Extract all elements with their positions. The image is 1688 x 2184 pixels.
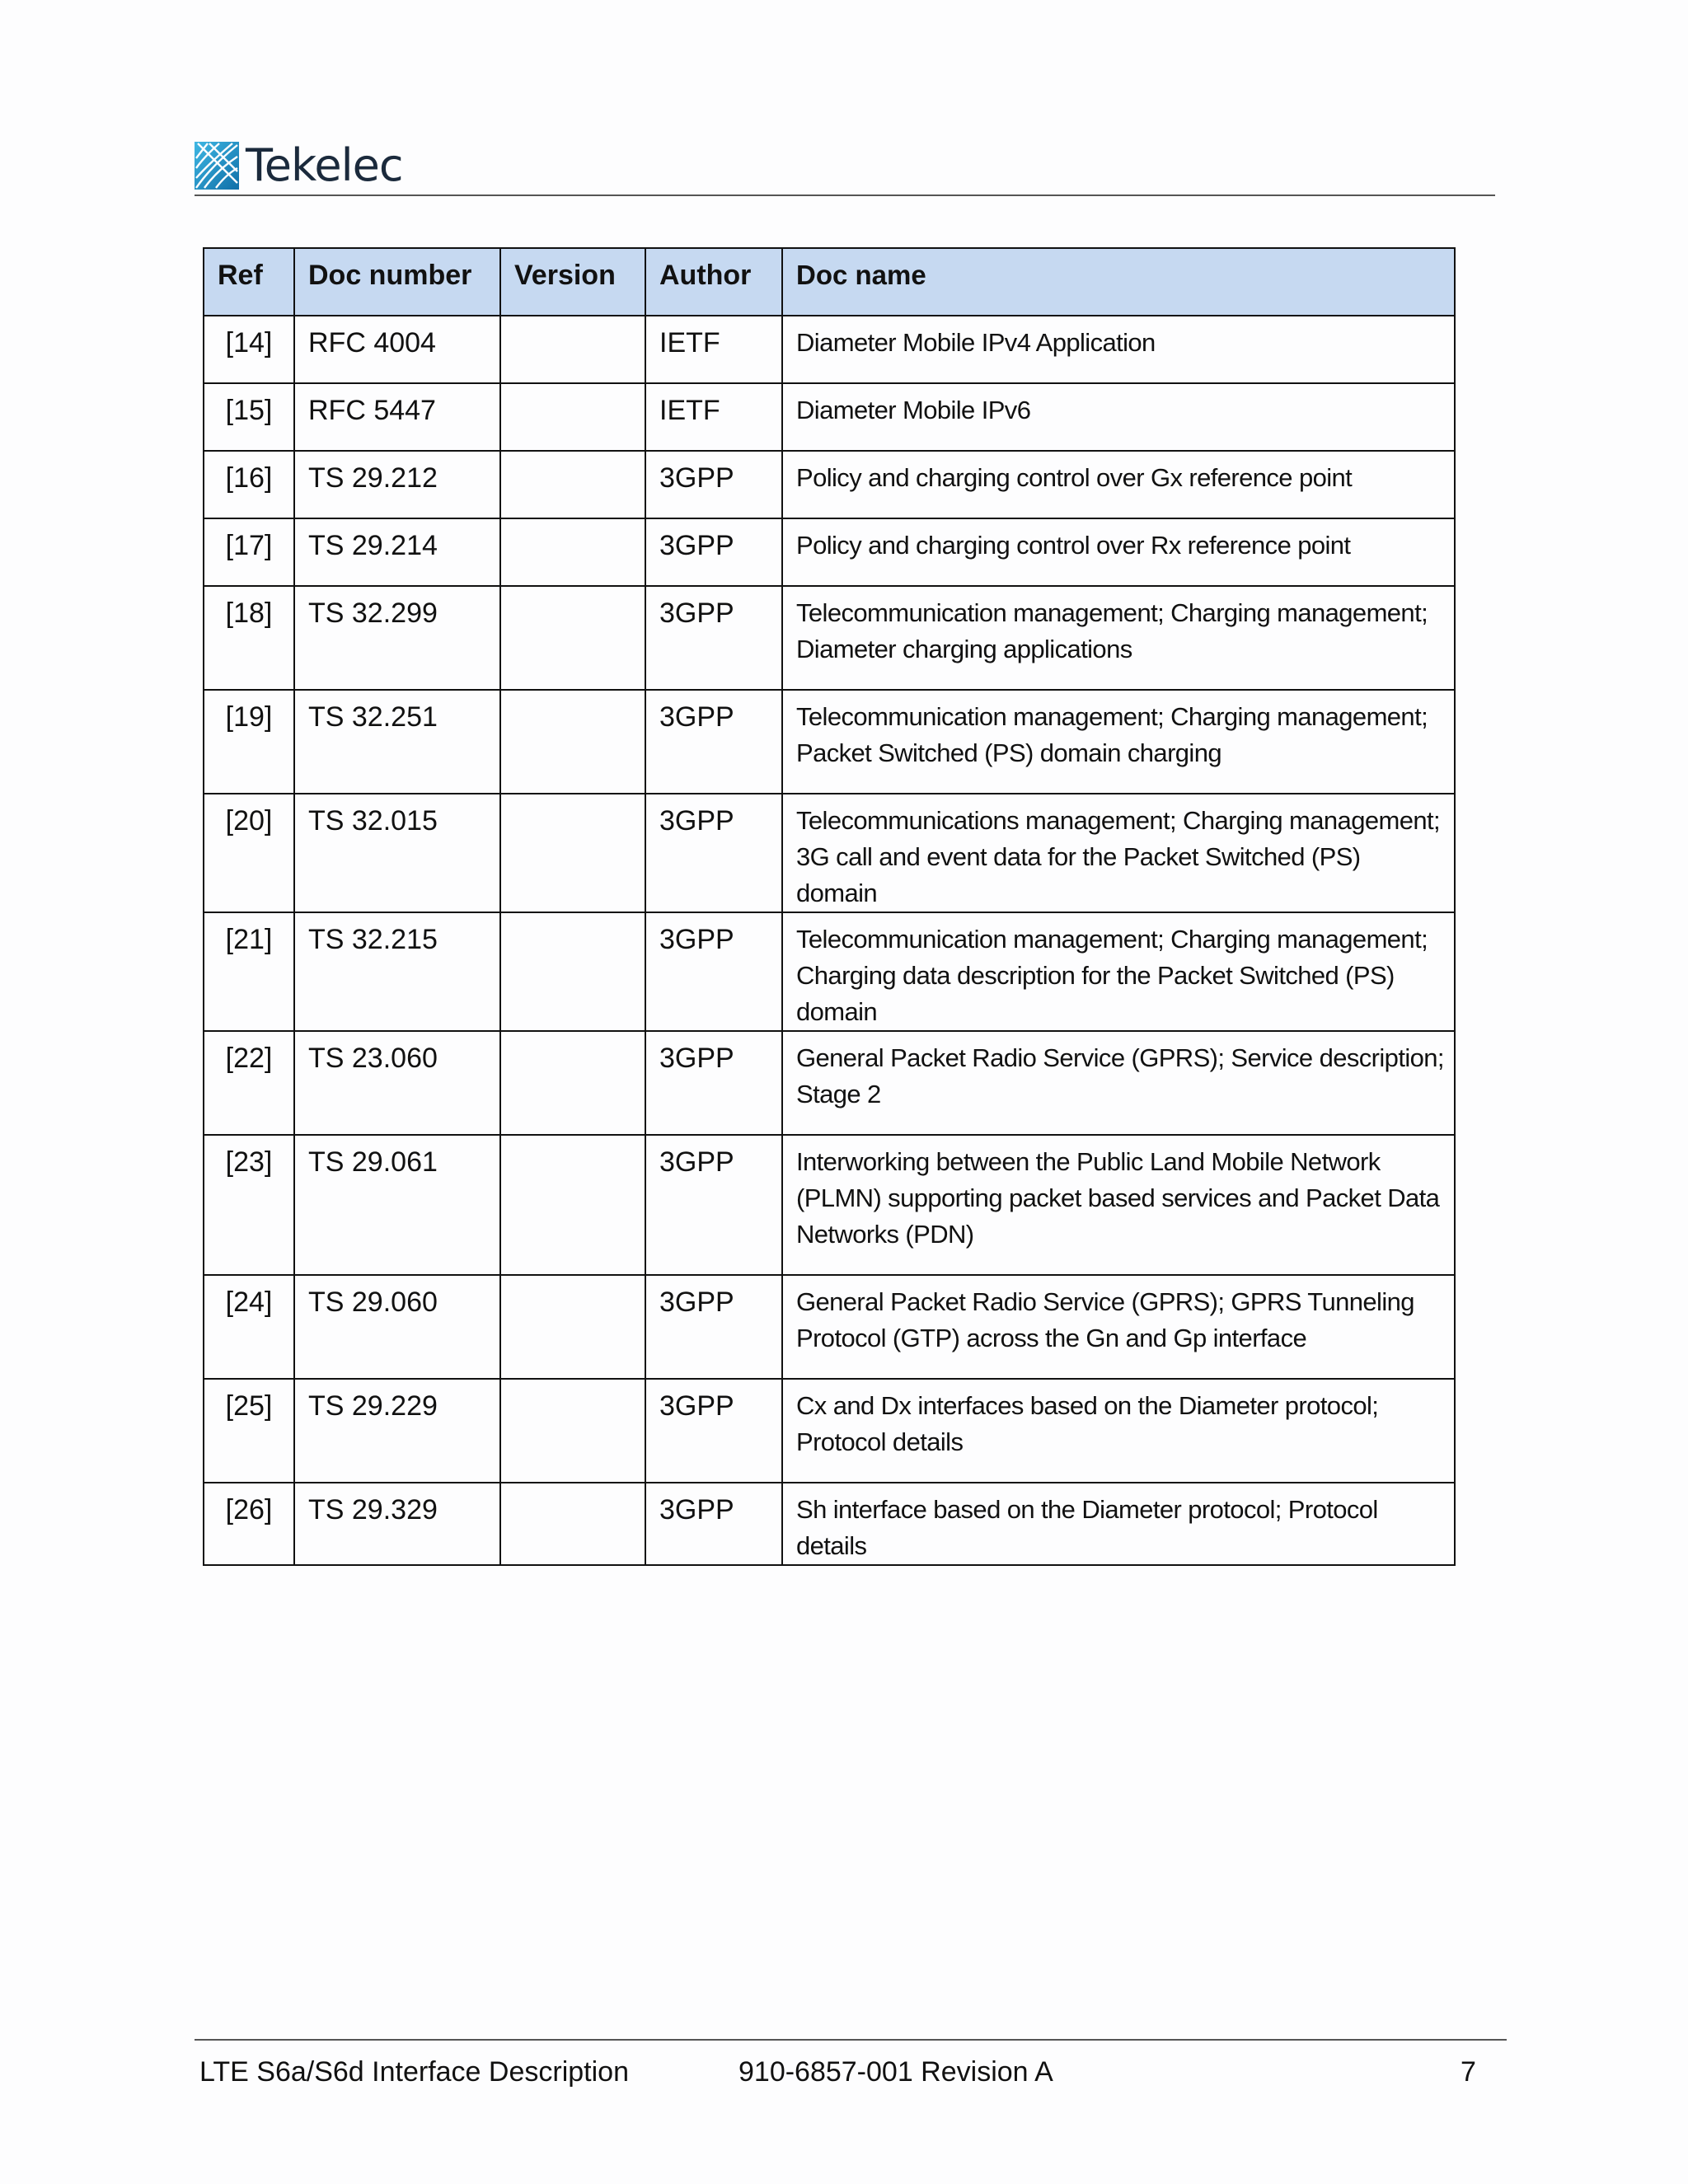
table-row — [204, 451, 1455, 518]
footer-divider — [195, 2039, 1507, 2041]
page-number: 7 — [1461, 2056, 1476, 2088]
cell-author: 3GPP — [645, 1135, 782, 1275]
cell-author: IETF — [645, 316, 782, 383]
cell-ref: [22] — [204, 1031, 294, 1135]
cell-doc-number: TS 29.060 — [294, 1275, 500, 1379]
cell-author: 3GPP — [645, 586, 782, 690]
cell-ref: [15] — [204, 383, 294, 451]
cell-ref: [21] — [204, 912, 294, 1031]
cell-doc-name: Cx and Dx interfaces based on the Diameter protocol; Protocol details — [782, 1379, 1455, 1483]
cell-doc-name: General Packet Radio Service (GPRS); Service description; Stage 2 — [782, 1031, 1455, 1135]
cell-doc-name: Diameter Mobile IPv6 — [782, 383, 1455, 451]
table-row — [204, 316, 1455, 383]
cell-doc-number: TS 32.251 — [294, 690, 500, 794]
cell-author: IETF — [645, 383, 782, 451]
cell-doc-name: Telecommunication management; Charging management; Charging data description for the Packet Switched (PS) domain — [782, 912, 1455, 1031]
cell-doc-name: Telecommunication management; Charging management; Packet Switched (PS) domain charging — [782, 690, 1455, 794]
cell-doc-name: Diameter Mobile IPv4 Application — [782, 316, 1455, 383]
cell-ref: [23] — [204, 1135, 294, 1275]
cell-ref: [14] — [204, 316, 294, 383]
table-row — [204, 1379, 1455, 1483]
cell-ref: [16] — [204, 451, 294, 518]
cell-version — [500, 1379, 645, 1483]
cell-doc-name: Policy and charging control over Rx reference point — [782, 518, 1455, 586]
cell-doc-number: RFC 4004 — [294, 316, 500, 383]
cell-ref: [26] — [204, 1483, 294, 1565]
company-logo-text: Tekelec — [246, 139, 403, 191]
cell-version — [500, 912, 645, 1031]
cell-version — [500, 383, 645, 451]
cell-author: 3GPP — [645, 1275, 782, 1379]
cell-version — [500, 451, 645, 518]
footer-document-id: 910-6857-001 Revision A — [738, 2056, 1053, 2088]
cell-doc-name: Policy and charging control over Gx reference point — [782, 451, 1455, 518]
cell-ref: [20] — [204, 794, 294, 912]
cell-author: 3GPP — [645, 794, 782, 912]
cell-ref: [25] — [204, 1379, 294, 1483]
table-row — [204, 1483, 1455, 1565]
table-row — [204, 383, 1455, 451]
cell-version — [500, 1135, 645, 1275]
table-row — [204, 690, 1455, 794]
cell-version — [500, 794, 645, 912]
cell-version — [500, 1031, 645, 1135]
cell-ref: [19] — [204, 690, 294, 794]
table-row — [204, 1135, 1455, 1275]
table-row — [204, 1031, 1455, 1135]
column-header-doc-name: Doc name — [782, 248, 1455, 316]
cell-doc-number: RFC 5447 — [294, 383, 500, 451]
cell-author: 3GPP — [645, 1379, 782, 1483]
cell-doc-name: Interworking between the Public Land Mobile Network (PLMN) supporting packet based services and Packet Data Networks (PDN) — [782, 1135, 1455, 1275]
cell-doc-name: Sh interface based on the Diameter protocol; Protocol details — [782, 1483, 1455, 1565]
cell-doc-number: TS 29.214 — [294, 518, 500, 586]
cell-doc-number: TS 32.015 — [294, 794, 500, 912]
cell-doc-number: TS 23.060 — [294, 1031, 500, 1135]
table-row — [204, 1275, 1455, 1379]
column-header-author: Author — [645, 248, 782, 316]
cell-ref: [24] — [204, 1275, 294, 1379]
cell-author: 3GPP — [645, 912, 782, 1031]
cell-doc-name: Telecommunication management; Charging management; Diameter charging applications — [782, 586, 1455, 690]
cell-ref: [18] — [204, 586, 294, 690]
cell-doc-number: TS 29.229 — [294, 1379, 500, 1483]
cell-author: 3GPP — [645, 690, 782, 794]
header-divider — [195, 194, 1495, 196]
cell-doc-name: General Packet Radio Service (GPRS); GPRS Tunneling Protocol (GTP) across the Gn and Gp interface — [782, 1275, 1455, 1379]
references-table — [203, 247, 1456, 1566]
table-row — [204, 518, 1455, 586]
page-header — [195, 139, 403, 191]
cell-author: 3GPP — [645, 1031, 782, 1135]
cell-author: 3GPP — [645, 1483, 782, 1565]
cell-doc-number: TS 29.212 — [294, 451, 500, 518]
cell-version — [500, 586, 645, 690]
cell-author: 3GPP — [645, 451, 782, 518]
cell-version — [500, 1483, 645, 1565]
column-header-doc-number: Doc number — [294, 248, 500, 316]
cell-version — [500, 316, 645, 383]
tekelec-logo-icon — [195, 142, 239, 190]
table-row — [204, 794, 1455, 912]
table-header-row — [204, 248, 1455, 316]
cell-doc-name: Telecommunications management; Charging management; 3G call and event data for the Packet Switched (PS) domain — [782, 794, 1455, 912]
cell-doc-number: TS 29.329 — [294, 1483, 500, 1565]
cell-ref: [17] — [204, 518, 294, 586]
table-row — [204, 586, 1455, 690]
cell-version — [500, 1275, 645, 1379]
cell-doc-number: TS 29.061 — [294, 1135, 500, 1275]
cell-version — [500, 518, 645, 586]
cell-doc-number: TS 32.215 — [294, 912, 500, 1031]
column-header-ref: Ref — [204, 248, 294, 316]
table-row — [204, 912, 1455, 1031]
column-header-version: Version — [500, 248, 645, 316]
cell-author: 3GPP — [645, 518, 782, 586]
footer-document-title: LTE S6a/S6d Interface Description — [199, 2056, 629, 2088]
cell-version — [500, 690, 645, 794]
cell-doc-number: TS 32.299 — [294, 586, 500, 690]
